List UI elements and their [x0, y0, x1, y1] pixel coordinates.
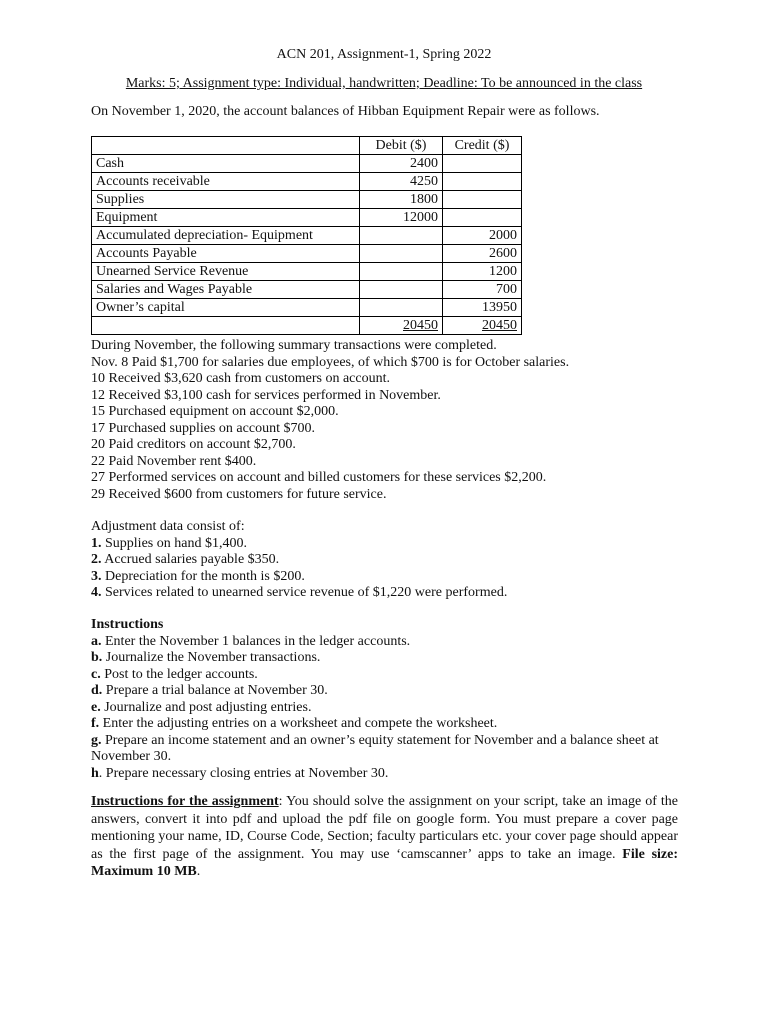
- transaction-item: 12 Received $3,100 cash for services performed in November.: [91, 387, 441, 403]
- adjustment-item: [91, 585, 691, 602]
- instruction-text: Enter the adjusting entries on a worksheet and compete the worksheet.: [99, 716, 498, 731]
- assignment-note-label: Instructions for the assignment: [91, 794, 279, 809]
- debit-cell: [360, 227, 443, 245]
- table-row: [92, 155, 522, 173]
- table-row: [92, 173, 522, 191]
- transaction-item: 17 Purchased supplies on account $700.: [91, 420, 315, 436]
- table-row: [92, 299, 522, 317]
- transaction-item: 22 Paid November rent $400.: [91, 453, 257, 469]
- header-debit: Debit ($): [360, 137, 443, 155]
- subtitle-text: Marks: 5; Assignment type: Individual, handwritten; Deadline: To be announced in the class: [125, 76, 643, 91]
- assignment-note-body: : You should solve the assignment on your script, take an image of the answers, convert it into pdf and upload the pdf file on google form. You must prepare a cover page mentioning your name, ID, Course Code, Section; faculty particulars etc. your cover page should appear as the first page of the assignment. You may use ‘camscanner’ apps to take an image.: [91, 794, 678, 862]
- instruction-item: [91, 634, 681, 651]
- instruction-text: Enter the November 1 balances in the ledger accounts.: [101, 633, 411, 649]
- instruction-item: [91, 766, 681, 783]
- adjustment-text: Supplies on hand $1,400.: [101, 535, 247, 551]
- document-subtitle: [0, 76, 768, 93]
- credit-cell: 2000: [443, 227, 522, 245]
- adjustments-heading: Adjustment data consist of:: [91, 519, 245, 534]
- document-title: ACN 201, Assignment-1, Spring 2022: [276, 47, 492, 62]
- table-row: [92, 227, 522, 245]
- instruction-item: [91, 716, 681, 733]
- instruction-letter: b.: [91, 650, 103, 665]
- instruction-item: [91, 700, 681, 717]
- adjustment-text: Accrued salaries payable $350.: [101, 552, 280, 567]
- credit-cell: [443, 155, 522, 173]
- account-cell: Accounts Payable: [92, 245, 360, 263]
- credit-cell: [443, 173, 522, 191]
- instruction-letter: d.: [91, 683, 103, 698]
- transaction-item: 29 Received $600 from customers for future service.: [91, 486, 387, 502]
- header-credit: Credit ($): [443, 137, 522, 155]
- instruction-text: Prepare a trial balance at November 30.: [102, 683, 328, 698]
- debit-cell: [360, 281, 443, 299]
- instruction-text: Post to the ledger accounts.: [100, 666, 258, 682]
- account-cell: Salaries and Wages Payable: [92, 281, 360, 299]
- adjustment-text: Services related to unearned service revenue of $1,220 were performed.: [101, 585, 508, 600]
- adjustment-number: 2.: [91, 552, 102, 567]
- transaction-item: 20 Paid creditors on account $2,700.: [91, 437, 296, 452]
- transactions-section: [91, 338, 691, 503]
- transaction-item: 15 Purchased equipment on account $2,000.: [91, 404, 339, 419]
- debit-cell: 2400: [360, 155, 443, 173]
- table-row: [92, 191, 522, 209]
- instructions-heading: Instructions: [91, 617, 164, 632]
- credit-cell: 700: [443, 281, 522, 299]
- transactions-heading: During November, the following summary transactions were completed.: [91, 338, 497, 353]
- instruction-letter: g.: [91, 732, 102, 748]
- table-row: [92, 245, 522, 263]
- account-cell: Accumulated depreciation- Equipment: [92, 227, 360, 245]
- instruction-letter: a.: [91, 633, 102, 649]
- instruction-text: Journalize and post adjusting entries.: [100, 699, 312, 715]
- account-cell: Unearned Service Revenue: [92, 263, 360, 281]
- account-balances-table: [91, 136, 522, 335]
- instructions-section: [91, 617, 681, 782]
- instruction-item: [91, 650, 681, 667]
- debit-cell: 1800: [360, 191, 443, 209]
- total-label-cell: [92, 317, 360, 335]
- transaction-item: Nov. 8 Paid $1,700 for salaries due employees, of which $700 is for October salaries.: [91, 354, 570, 370]
- credit-total: 20450: [443, 317, 522, 335]
- table-row: [92, 281, 522, 299]
- instruction-letter: h: [91, 765, 99, 781]
- adjustment-item: [91, 536, 691, 553]
- account-cell: Equipment: [92, 209, 360, 227]
- credit-cell: [443, 191, 522, 209]
- debit-cell: 4250: [360, 173, 443, 191]
- debit-cell: [360, 299, 443, 317]
- adjustment-number: 4.: [91, 585, 102, 600]
- credit-cell: [443, 209, 522, 227]
- instruction-item: [91, 733, 681, 766]
- transaction-item: 10 Received $3,620 cash from customers on account.: [91, 371, 390, 386]
- table-total-row: [92, 317, 522, 335]
- assignment-note-end: .: [196, 864, 201, 879]
- instruction-letter: f.: [91, 716, 100, 731]
- file-size-note: File size: Maximum 10 MB: [91, 846, 678, 879]
- debit-total: 20450: [360, 317, 443, 335]
- adjustment-number: 3.: [91, 568, 102, 584]
- instruction-letter: e.: [91, 699, 101, 715]
- account-cell: Supplies: [92, 191, 360, 209]
- credit-cell: 2600: [443, 245, 522, 263]
- debit-cell: [360, 263, 443, 281]
- account-cell: Accounts receivable: [92, 173, 360, 191]
- adjustment-text: Depreciation for the month is $200.: [101, 568, 305, 584]
- debit-cell: [360, 245, 443, 263]
- instruction-text: Prepare an income statement and an owner’s equity statement for November and a balance sheet at November 30.: [91, 732, 659, 764]
- adjustment-item: [91, 569, 691, 586]
- table-row: [92, 263, 522, 281]
- adjustments-section: [91, 519, 691, 602]
- credit-cell: 13950: [443, 299, 522, 317]
- assignment-note: [91, 793, 678, 881]
- instruction-item: [91, 683, 681, 700]
- header-account: [92, 137, 360, 155]
- table-row: [92, 209, 522, 227]
- instruction-letter: c.: [91, 666, 101, 682]
- account-cell: Cash: [92, 155, 360, 173]
- intro-paragraph: On November 1, 2020, the account balances of Hibban Equipment Repair were as follows.: [91, 104, 600, 119]
- transaction-item: 27 Performed services on account and billed customers for these services $2,200.: [91, 470, 547, 485]
- table-header-row: [92, 137, 522, 155]
- credit-cell: 1200: [443, 263, 522, 281]
- adjustment-number: 1.: [91, 535, 102, 551]
- instruction-text: . Prepare necessary closing entries at November 30.: [98, 765, 389, 781]
- adjustment-item: [91, 552, 691, 569]
- instruction-item: [91, 667, 681, 684]
- instruction-text: Journalize the November transactions.: [102, 650, 321, 665]
- debit-cell: 12000: [360, 209, 443, 227]
- account-cell: Owner’s capital: [92, 299, 360, 317]
